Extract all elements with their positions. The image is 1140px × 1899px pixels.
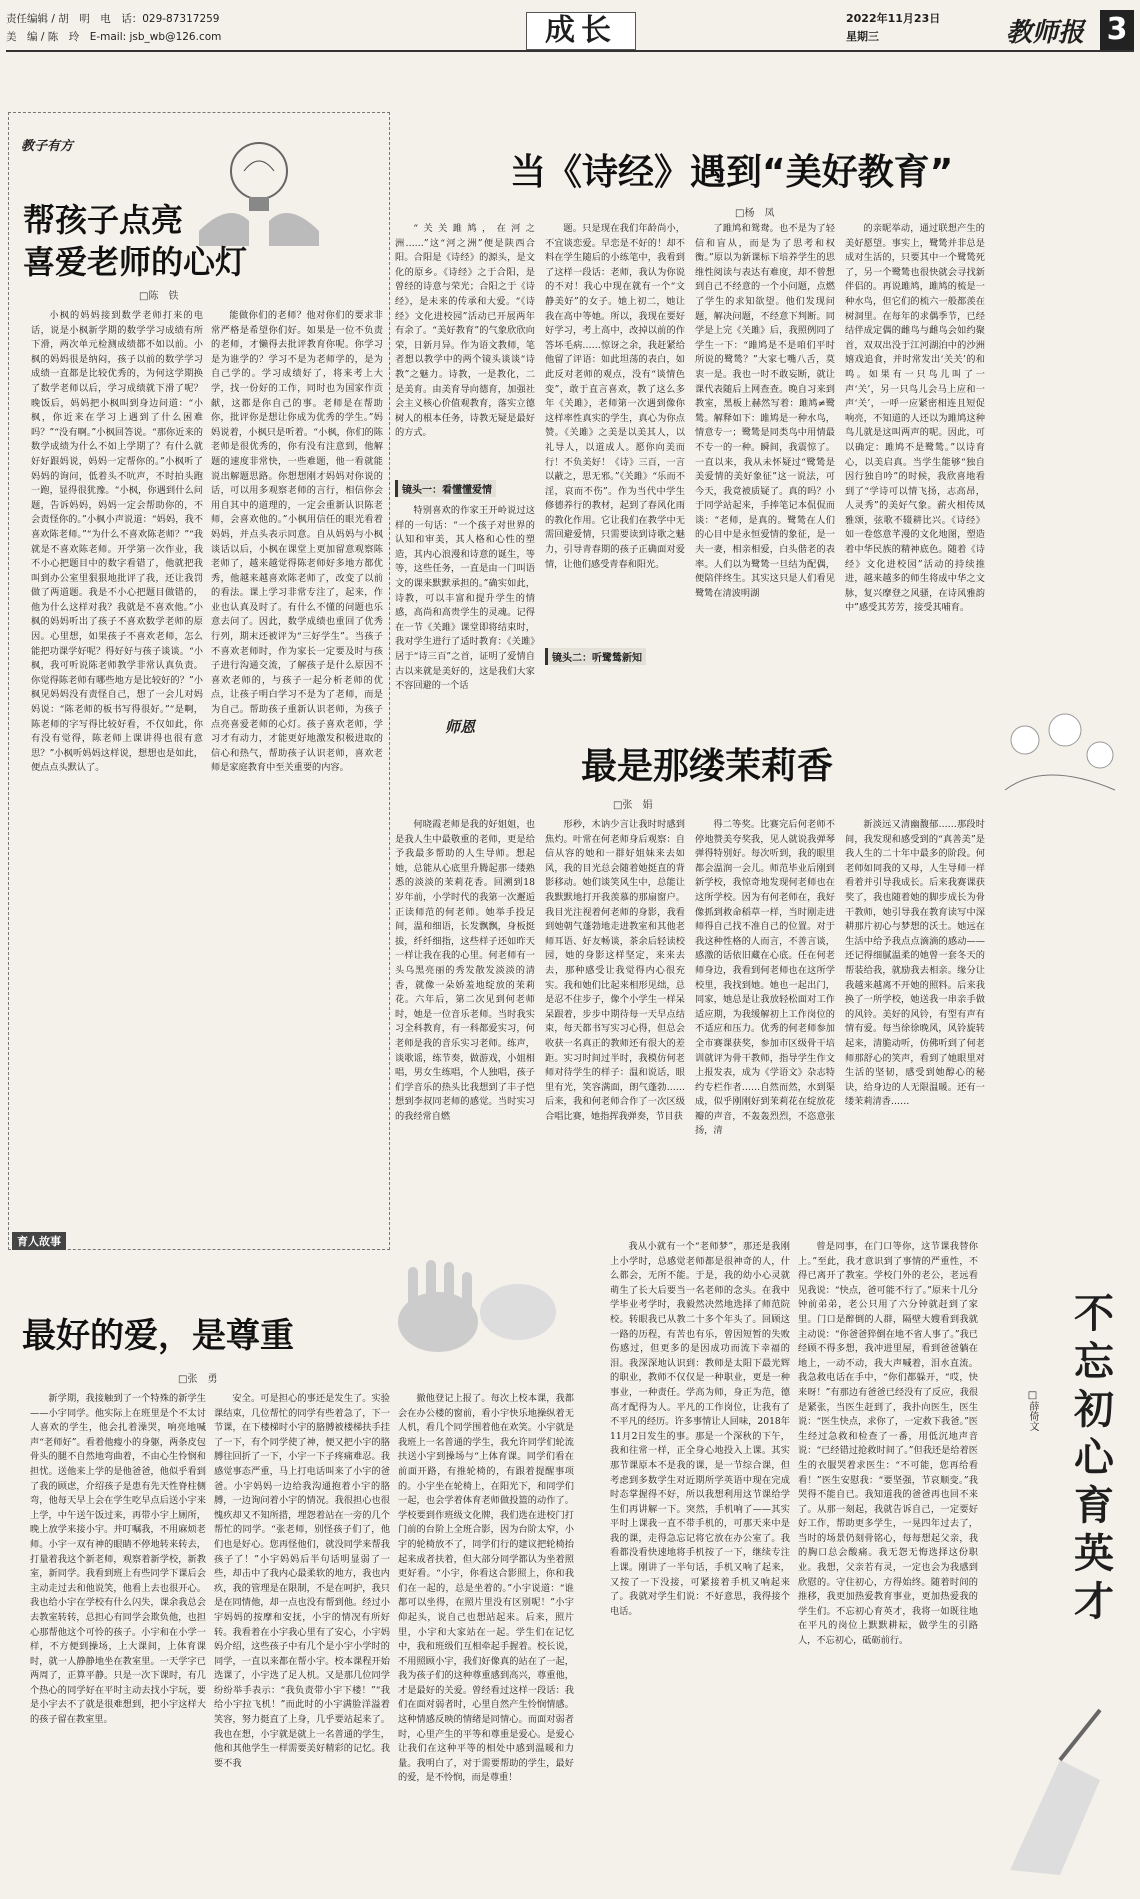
article5-column1: [610, 1240, 790, 1880]
article1-title-line1: 帮孩子点亮: [23, 201, 184, 239]
article2-byline: □杨 凤: [735, 208, 775, 219]
article4-column3: [398, 1392, 574, 1890]
article-jasmine: [395, 700, 1135, 1220]
handprint-icon: [378, 1252, 568, 1362]
article2-text4: 了雎鸠和鸳鸯。也不是为了轻信和盲从，而是为了思考和权衡。”原以为新课标下培养学生的思维性阅读与表达有难度，却不曾想到自己不经意的一个小问题，点燃了学生的求知欲望。他们发现问题，解决问题，不经意下判断。同学是上完《关雎》后，我照例同了学生一下：“雎鸠是不是咱们平时所说的鹭鸶？”大家七嘴八舌，莫衷一是。我也一时不敢妄断，就让课代表随后上网查查。晚自习来到教室，黑板上赫然写着：雎鸠≠鹭鸶。解释如下：雎鸠是一种水鸟，情意专一；鹭鸶是同类鸟中用情最不专一的一种。瞬间，我震惊了。一直以来，我从未怀疑过“鹭鸶是美爱情的美好象征”这一说法，可今天，我竟被质疑了。真的吗？小于同学站起来，手捧笔记本侃侃而谈：“老师，是真的。鹭鸶在人们的心目中是永恒爱情的象征，是一夫一妻，相亲相爱，白头偕老的表率。人们以为鹭鸶一旦结为配偶，便陪伴终生。其实这只是人们看见鹭鸶在清波明湖: [695, 223, 835, 599]
article3-tag: 师恩: [445, 718, 476, 736]
jasmine-flower-icon: [985, 700, 1135, 800]
article1-column2: [211, 309, 383, 1239]
editor-info: [6, 10, 221, 46]
article4-title: 最好的爱，是尊重: [22, 1316, 294, 1356]
article-shijing: [395, 112, 1135, 692]
article5-title: 不忘初心育英才: [1074, 1290, 1114, 1625]
article2-text2: 特别喜欢的作家王开岭说过这样的一句话：“一个孩子对世界的认知和审美，其人格和心性的塑造，其内心浪漫和诗意的诞生，等等，这些任务，一直是由一门叫语文的课来默默承担的。”确实如此，诗教，可以丰富和提升学生的情感，高尚和高贵学生的灵魂。记得在一节《关雎》课堂即将结束时，我对学生进行了适时教育：《关雎》居于“诗三百”之首，证明了爱情自古以来就是美好的，这是我们大家不容回避的一个话: [395, 505, 535, 692]
article2-column4: [695, 222, 835, 672]
article1-column1: [31, 309, 203, 1239]
article1-byline: □陈 铁: [139, 291, 179, 302]
article4-text1: 新学期，我接触到了一个特殊的新学生——小宇同学。他实际上在班里是个不太讨人喜欢的学生，他会扎着澡哭，响亮地喊声“老师好”。看着他瘦小的身躯，两条皮包骨头的腿不自然地弯曲着，不由心生怜悯和担忧。送他来上学的是他爸爸，他似乎看到了我的顾虑，介绍孩子是患有先天性脊柱侧弯，他每天早上会在学生吃早点后送小宇来上学，中午送午饭过来，再带小宇上厕所，晚上放学来接小宇。并叮嘱我，不用麻烦老师。小宇一双有神的眼睛不停地转来转去，打量着我这个新老师，观察着新学校，新教室，新同学。我看到班上有些同学下课后会主动走过去和他说笑，他看上去也很开心。我也给小宇在学校有什么闪失，课余我总会去教室转转，总担心有同学会欺负他，也担心那帮他这个可怜的孩子。小宇和在小学一样，不方便到操场，上大课间，上体育课时，就一人静静地坐在教室里。一天学字已两周了，正算平静。只是一次下课时，有几个热心的同学好在平时主动去找小宇玩，要是小宇去不了就是很难想到，把小宇这样大的孩子留在教室里。: [30, 1393, 206, 1726]
issue-date: [846, 10, 940, 46]
article2-column2: [395, 504, 535, 692]
article4-byline: □张 勇: [178, 1374, 218, 1385]
article2-text5: 的亲昵举动，通过联想产生的美好愿望。事实上，鹭鸶并非总是成对生活的，只要其中一个鹭鸶死了，另一个鹭鸶也很快就会寻找新伴侣的。再说雎鸠，雎鸠的梳是一种水鸟，但它们的梳六一般都羡在树洞里。在每年的求偶季节，已经结伴成定偶的雌鸟与雌鸟会如约聚首，双双出没于江河湖泊中的沙洲嬉戏追食，并时常发出‘关关’的和鸣。如果有一只鸟儿叫了一声‘关’，另一只鸟儿会马上应和一声‘关’，一呼一应紧密相连且短促响亮，不知道的人还以为雎鸠这种鸟儿就是这叫两声的呢。因此，可以确定：雎鸠不是鹭鸶。”以诗育心，以美启真。当学生能够“独自因行独自吟”的时候，我欣喜地看到了“学诗可以情飞扬，志高昂，人灵秀”的美好气象。薪火相传凤雅颂，弦歌不辍耕比兴。《诗经》如一卷悠意芊漫的文化地图，塑造着中华民族的精神底色。随着《诗经》文化进校园”活动的持续推进，越来越多的师生将成中华之文脉，复兴摩登之风骚，在诗风雅韵中”感受其芳芳，接受其哺育。: [845, 223, 985, 614]
article-respect: [8, 1230, 598, 1895]
editor-line2: 美 编 / 陈 玲 E-mail: jsb_wb@126.com: [6, 31, 222, 43]
writing-hand-icon: [990, 1700, 1130, 1880]
article3-text4: 新淡远又清幽馥郁……那段时间，我发现和感受到的“真善美”是我人生的二十年中最多的阶段。何老师如同我的又母，人生导师一样看着并引导我成长。后来我赛课获奖了，我也随着她的脚步成长为骨干教师，她引导我在教育读写中深耕那片初心与梦想的沃土。她远在生活中给予我点点滴滴的感动——还记得细腻温柔的她曾一套冬天的帮装给我，就励我去相亲。缘分让我越来越离不开她的照料。后来我换了一所学校，她送我一串亲手做的风铃。美好的风铃，有型有声有情有爱。每当徐徐晚风，风铃旋转起来，清脆动听，仿佛听到了何老师那舒心的笑声，看到了她眼里对生活的坚韧，感受到她醇心的秘诀，给身边的人无限温暖。还有一缕茉莉清香……: [845, 819, 985, 1108]
article2-subhead1: 镜头一：看懂懂爱情: [395, 480, 496, 497]
editor-line1: 责任编辑 / 胡 明 电 话：029-87317259: [6, 13, 220, 25]
article5-text1: 我从小就有一个“老师梦”，那还是我刚上小学时，总感觉老师都是很神奇的人，什么都会，无所不能。于是，我的幼小心灵就萌生了长大后要当一名老师的念头。在我中学毕业考学时，我毅然决然地选择了师范院校。转眼我已从教二十多个年头了。回顾这一路的历程，有苦也有乐，曾因短暂的失败伤感过，但更多的是因成功而流下幸福的泪。我深深地认识到：教师是太阳下最光辉的职业，教师不仅仅是一种职业，更是一种事业，一种责任。学高为师，身正为范，德高才配得为人。平凡的工作岗位，让我有了不平凡的经历。许多事情让人回味，2018年11月2日发生的事。那是一个深秋的下午，我和往常一样，正全身心地投入上课。其实那节课原本不是我的课，是一节综合课，但考虑到多数学生对近期所学英语中现在完成时态掌握得不好，所以我想利用这节课给学生们再讲解一下。突然，手机响了——其实平时上课我一直不带手机的，可那天来中是我的课，走得急忘记将它放在办公室了。我看都没看快速地将手机按了一下，继续专注上课。刚讲了一半句话，手机又响了起来，又按了一下没接，可紧接着手机又响起来了。我就对学生们说：不好意思，我得接个电话。: [610, 1241, 790, 1617]
lightbulb-hands-icon: [189, 121, 329, 251]
article2-text1: “关关雎鸠，在河之洲……”这“河之洲”便是陕西合阳。合阳是《诗经》的源头，是文化的原乡。《诗经》之于合阳，是曾经的诗意与荣光；合阳之于《诗经》，是未来的传承和大爱。“《诗经》文化进校园”活动已开展两年有余了。“美好教育”的气象欣欣向荣，日新月异。作为语文教师，笔者想以教学中的两个镜头谈谈“诗教”之魅力。诗教，一是教化，二是美育。由美育导向德育，加强社会主义核心价值观教育，落实立德树人的根本任务，诗教无疑是最好的方式。: [395, 223, 535, 439]
article2-column3: [545, 222, 685, 642]
article5-byline: □薛倚文: [1027, 1390, 1038, 1431]
section-title: 成长: [526, 12, 636, 50]
article1-tag: 教子有方: [21, 139, 74, 154]
weekday: 星期三: [846, 30, 879, 43]
article-help-child-box: [8, 112, 390, 1250]
article4-tag: 育人故事: [12, 1232, 66, 1250]
article2-title: 当《诗经》遇到“美好教育”: [510, 152, 954, 193]
article4-column1: [30, 1392, 206, 1890]
article3-column2: [545, 818, 685, 1208]
article3-column3: [695, 818, 835, 1208]
article1-title-line2: 喜爱老师的心灯: [23, 243, 248, 281]
article5-column2: [798, 1240, 978, 1880]
article4-column2: [214, 1392, 390, 1890]
article3-text1: 何晓霞老师是我的好姐姐，也是我人生中最敬重的老师，更是给予我最多帮助的人生导师。想起她，总能从心底里升腾起那一缕熟悉的淡淡的茉莉花香。回溯到18岁年前，小学时代的我第一次邂逅正读师范的何老师。她举手投足间，温和细语，长发飘飘，身板挺拔，纤纤细指，这些样子还如昨天一样让我在我的心里。何老师有一头乌黑亮丽的秀发散发淡淡的清香，就像一朵娇羞地绽放的茉莉花。六年后，第二次见到何老师时，她是一位音乐老师。当时我实习全科教育，有一科都爱实习，何老师是我的音乐实习老师。练声，谈歌谣，练节奏，做游戏，小姐相唱，男女生练唱，个人独唱，孩子们学音乐的热头比我想到了丰子恺想到李叔同老师的感觉。当时实习的我经常自燃: [395, 819, 535, 1122]
article3-title: 最是那缕茉莉香: [581, 746, 834, 787]
article3-text3: 得二等奖。比赛完后何老师不停地赞美夸奖我，见人就说我弹琴弹得特别好。每次听到，我的眼里都会温润一会儿。师范毕业后刚到新学校，我惊奇地发现何老师也在这所学校。因为有何老师在，我好像抓到救命稻草一样，当时刚走进师得自己找不准自己的位置。对于我这种性格的人而言，不善言谈，感激的话依旧藏在心底。任在何老师身边，我看到何老师也在这所学校里，我找到她。她也一起出门，同家，她总是让我放轻松面对工作适应期，为我缓解初上工作岗位的不适应和压力。优秀的何老师参加全市赛课获奖，参加市区级骨干培训就评为骨干教师，指导学生作文上报发表，成为《学语文》杂志特约专栏作者……自然而然，水到渠成，似乎刚刚好到茉莉花在绽放花瓣的声音，不轰轰烈烈，不恣意张扬，清: [695, 819, 835, 1137]
masthead: [6, 10, 1134, 52]
article4-text2: 安全。可是担心的事还是发生了。实验课结束，几位帮忙的同学有些着急了，下一节课，在下楼梯时小宇的胳膊被楼梯扶手挂了一下，有个同学使了神，便又把小宇的胳膊往回折了一下，小宇一下子疼痛难忍。我感觉事态严重，马上打电话叫来了小宇的爸爸。小宇妈妈一边给我沟通抱着小宇的胳膊，一边询问着小宇的情况。我很担心也很愧疚却又不知所措，埋怨着站在一旁的几个帮忙的同学。“张老师，别怪孩子们了，他们也是好心。您再怪他们，就没同学来帮我孩子了！”小宇妈妈后半句话明显弱了一些，却击中了我内心最柔软的地方，我也内疚，我的管理是在限制，不是在呵护，我只是在同情他，却一点也没有帮到他。经过小宇妈妈的按摩和安抚，小宇的情况有所好转。我看着在小宇我心里有了安心，小宇妈妈介绍，这些孩子中有几个是小宇小学时的同学，一直以来都在帮小宇。校本课程开始选课了，小宇选了足人机。又是那几位同学纷纷举手表示：“我负责带小宇下楼！”“我给小宇拉飞机！”而此时的小宇满脸洋溢着笑容，努力挺直了上身，几乎要站起来了。我也在想，小宇就是就上一名普通的学生，他和其他学生一样需要美好精彩的记忆。我要不我: [214, 1393, 390, 1769]
article3-byline: □张 娟: [613, 800, 653, 811]
article4-text3: 撤他登记上报了。每次上校本课，我都会在办公楼的窗前，看小宇快乐地操纵着无人机，看几个同学围着他在欢笑。小宇就是我班上一名普通的学生，我允许同学们轮流扶送小宇到操场与“上体育课。同学们看在前面开路，有推轮椅的，有跟着提醒事项的。小宇坐在轮椅上，在阳光下，和同学们一起，也会学着体育老师做投篮的动作了。学校要到作班级文化牌，我们选在进校门打门前的台阶上全班合影，因为台阶太窄，小宇的轮椅放不了，同学们行的建议把轮椅抬起来成者扶着，但大部分同学都认为坐着照更好看。“小宇，你看这合影照上，你和我们在一起的，总是坐着的。”小宇说道：“谁都可以坐得，在照片里没有区别呢！”小宇仰起头，说自己也想站起来。后来，照片里，小宇和大家站在一起。学生们在记忆中，我和班级们互相牵起手握着。校长说，不用照顾小宇，我们好像真的站在了一起，我为孩子们的这种尊重感到高兴，尊重他，才是最好的关爱。曾经看过这样一段话：我们在面对弱者时，心里自然产生怜悯情感。这种情感反映的情绪是同情心。而面对弱者时，心里产生的平等和尊重是爱心。是爱心让我们在这种平等的相处中感到温暖和力量。我明白了，对于需要帮助的学生，最好的爱，是不怜悯，而是尊重！: [398, 1393, 574, 1784]
article1-text1: 小枫的妈妈接到数学老师打来的电话，说是小枫新学期的数学学习成绩有所下滑，两次单元检测成绩都不如以前。小枫的妈妈很是纳闷，孩子以前的数学学习成绩一直都是比较优秀的，为何这学期换了数学老师以后，学习成绩就下滑了呢？晚饭后，妈妈把小枫叫到身边问道：“小枫，你近来在学习上遇到了什么困难吗？”“没有啊。”小枫回答说。“那你近来的数学成绩为什么不如上学期了？有什么就好好跟妈说，妈妈一定帮你的。”小枫听了妈妈的询问，低着头不吭声，不时拍头跑一跑，显得很犹豫。“小枫，你遇到什么问题，告诉妈妈，妈妈一定会帮助你的，不会责怪你的。”小枫小声说道：“妈妈，我不喜欢陈老师。”“为什么不喜欢陈老师？”“我就是不喜欢陈老师。开学第一次作业，我不小心把题目中的数字看错了，他就把我叫到办公室里狠狠地批评了我，还让我罚做了两道题。我是不小心把题目做错的，他为什么这样对我？我就是不喜欢他。”小枫的妈妈听出了孩子不喜欢数学老师的原因。心里想，如果孩子不喜欢老师，怎么能把功课学好呢？得好好与孩子谈谈。“小枫，我可听说陈老师教学非常认真负责。你觉得陈老师有哪些地方是比较好的？”小枫见妈妈没有责怪自己，想了一会儿对妈妈说：“陈老师的板书写得很好。”“是啊，陈老师的字写得比较好看，不仅如此，你有没有觉得，陈老师上课讲得也很有意思？”小枫听妈妈这样说，想想也是如此，便点点头默认了。: [31, 310, 203, 774]
article2-text3: 题。只是现在我们年龄尚小，不宜谈恋爱。早恋是不好的！却不料在学生随后的小练笔中，我看到了这样一段话：老师，我认为你说的不对！我心中现在就有一个“文静美好”的女子。她上初二，她让我在高中等她。所以，我现在要好好学习，考上高中，改掉以前的作答坏毛病……惊讶之余，我赶紧给他留了评语：如此坦荡的表白，如此反对老师的观点，没有“谈情色变”，敢于直言喜欢，教了这么多年《关雎》，老师第一次遇到像你这样率性真实的学生，真心为你点赞。《关雎》之美是以美其人，以礼导人，以道成人。愿你向美而行！不负美好！《诗》三百，一言以蔽之，思无邪。”《关雎》“乐而不淫，哀而不伤”。作为当代中学生修德养行的教材，起到了春风化雨的教化作用。它让我们在教学中无需回避爱情，只需要读到诗歌之魅力，引导青春期的孩子正确面对爱情，让他们感受青春和阳光。: [545, 223, 685, 570]
date: 2022年11月23日: [846, 12, 941, 25]
article3-text2: 形秒，木讷少言让我时时感到焦灼。叶常在何老师身后观察：自信从容的她和一群好姐妹来去如风，我的目光总会随着她挺直的背影移动。她们谈笑风生中，总能让我默默地打开我羡慕的那扇窗户。我目光注视着何老师的身影，我看到她朝气蓬勃地走进教室和其他老师耳语、好友畅谈，茶余后轻读校园，她的身影这样坚定，来来去去，那种感受让我觉得内心很充实。我和她们比起来相形见绌，总是忍不住步子，像个小学生一样呆呆跟着，步步中期待每一天早点结束，每天都书写实习心得，但总会收获一名真正的教师还有很大的差距。实习时间过半时，我模仿何老师对待学生的样子：温和说话，眼里有光，笑容满面，朗气蓬勃……后来，我和何老师合作了一次区级合唱比赛，她指挥我弹奏，节目获: [545, 819, 685, 1122]
article1-text2: 能做你们的老师？他对你们的要求非常严格是希望你们好。如果是一位不负责的老师，才懒得去批评教育你呢。你学习是为谁学的？学习不是为老师学的，是为自己学的。学习成绩好了，将来考上大学，找一份好的工作，同时也为国家作贡献，这都是你自己的事。老师是在帮助你，批评你是想让你成为优秀的学生。”妈妈说着，小枫只是听着。“小枫，你们的陈老师是很优秀的，你有没有注意到，他解题的速度非常快，一些难题，他一看就能说出解题思路。你想想刚才妈妈对你说的话，可以用多观察老师的言行，相信你会用自其中的道理的，一定会重新认识陈老师，会喜欢他的。”小枫用信任的眼光看着妈妈，并点头表示同意。自从妈妈与小枫谈话以后，小枫在课堂上更加留意观察陈老师了，越来越觉得陈老师好多地方都优秀，他越来越喜欢陈老师了，改变了以前的看法。课上学习非常专注了，起来，作业也认真及时了。有什么不懂的问题也乐意去问了。因此，数学成绩也重回了优秀行列，期末还被评为“三好学生”。当孩子不喜欢老师时，作为家长一定要及时与孩子进行沟通交流，了解孩子是什么原因不喜欢老师的，与孩子一起分析老师的优点，让孩子明白学习不是为了老师，而是为自己。帮助孩子重新认识老师，为孩子点亮喜爱老师的心灯。孩子喜欢老师，学习才有动力，才能更好地激发积极进取的信心和热气，帮助孩子认识老师，喜欢老师是家庭教育中至关重要的内容。: [211, 310, 383, 774]
page-number: 3: [1100, 10, 1134, 50]
article2-subhead2: 镜头二：听鹭鸶新知: [545, 648, 646, 665]
article-original-heart: [600, 1230, 1136, 1895]
article5-text2: 曾是同事，在门口等你，这节课我替你上。”至此，我才意识到了事情的严重性，不得已离开了教室。学校门外的老公，老远看见我说：“快点，爸可能不行了。”原来十几分钟前弟弟，老公只用了六分钟就赶到了家里。门口是醉倒的人群，隔壁大嫂看到我就主动说：“你爸爸猝倒在地不省人事了。”我已经顾不得多想，我冲进里屋，看到爸爸躺在地上，一动不动，我大声喊着，泪水直流。我急救电话在手中，“你们都躲开，“哎，快来呀！”有那边有爸爸已经没有了反应，我很是紧张，当医生赶到了，我扑向医生，医生说：“医生快点，求你了，一定救下我爸。”医生经过急救和检查了一番，用低沉地声音说：“已经错过抢救时间了。”但我还是给着医生的衣服哭着求医生：“不可能，您再给看看！”医生安慰我：“要坚强，节哀顺变。”我哭得不能自已。我知道我的爸爸再也回不来了。从那一刻起，我就告诉自己，一定要好好工作，帮助更多学生，一晃四年过去了，当时的场景仍刻骨铭心，每每想起父亲，我的胸口总会酸痛。我无怨无悔选择这份职业。我想，父亲若有灵，一定也会为我感到欣慰的。守住初心，方得始终。随着时间的推移，我更加热爱教育事业，更加热爱我的学生们。不忘初心育英才，我将一如既往地在平凡的岗位上默默耕耘，做学生的引路人，不忘初心，砥砺前行。: [798, 1241, 978, 1647]
article3-column4: [845, 818, 985, 1208]
newspaper-logo: 教师报: [1006, 18, 1085, 48]
article2-column5: [845, 222, 985, 672]
article2-column1: [395, 222, 535, 472]
article3-column1: [395, 818, 535, 1208]
